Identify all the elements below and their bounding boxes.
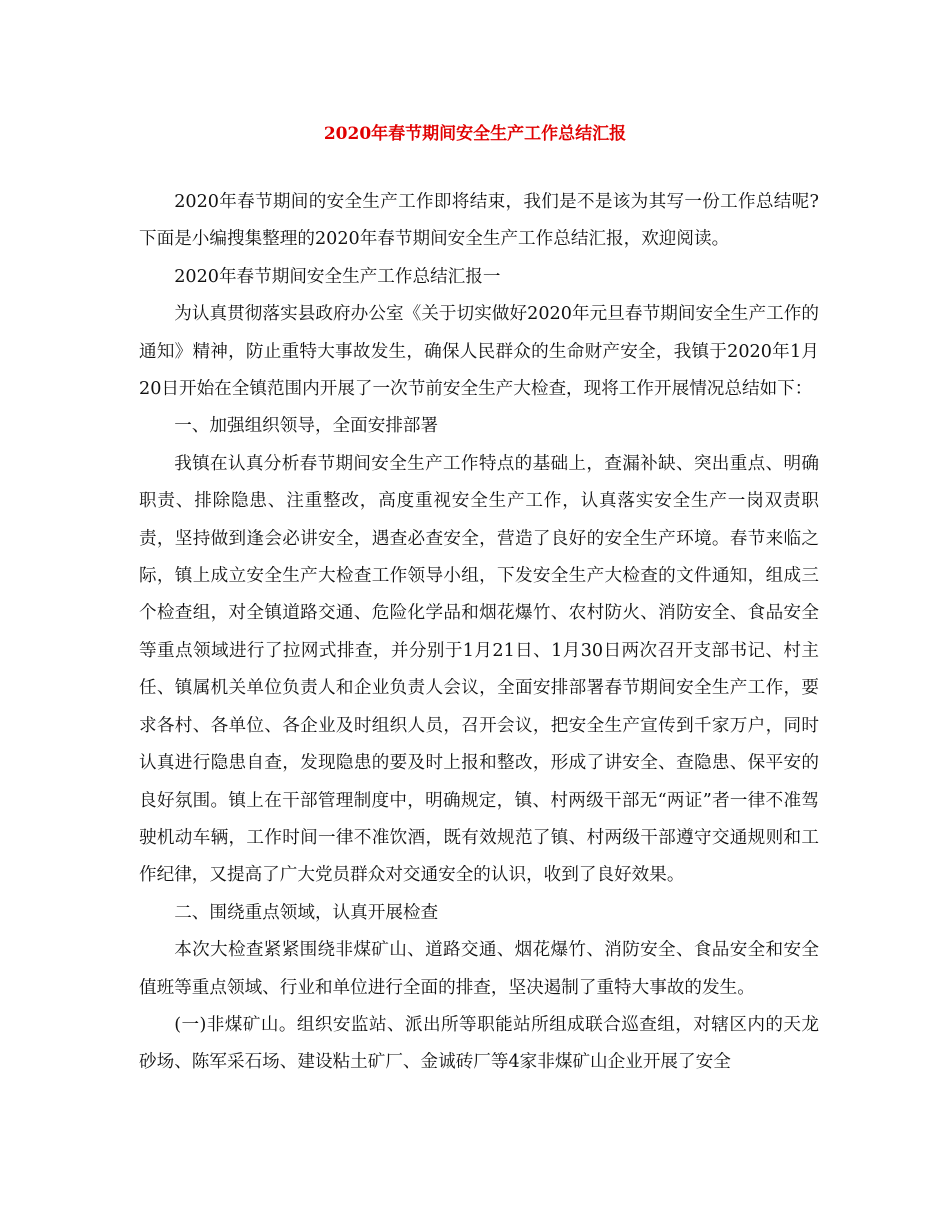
- paragraph-purpose: 为认真贯彻落实县政府办公室《关于切实做好2020年元旦春节期间安全生产工作的通知》精神，防止重特大事故发生，确保人民群众的生命财产安全，我镇于2020年1月20日开始在全镇范围内开展了一次节前安全生产大检查，现将工作开展情况总结如下：: [139, 304, 819, 400]
- paragraph-section-1: 我镇在认真分析春节期间安全生产工作特点的基础上，查漏补缺、突出重点、明确职责、排除隐患、注重整改，高度重视安全生产工作，认真落实安全生产一岗双责职责，坚持做到逢会必讲安全，遇查必查安全，营造了良好的安全生产环境。春节来临之际，镇上成立安全生产大检查工作领导小组，下发安全生产大检查的文件通知，组成三个检查组，对全镇道路交通、危险化学品和烟花爆竹、农村防火、消防安全、食品安全等重点领域进行了拉网式排查，并分别于1月21日、1月30日两次召开支部书记、村主任、镇属机关单位负责人和企业负责人会议，全面安排部署春节期间安全生产工作，要求各村、各单位、各企业及时组织人员，召开会议，把安全生产宣传到千家万户，同时认真进行隐患自查，发现隐患的要及时上报和整改，形成了讲安全、查隐患、保平安的良好氛围。镇上在干部管理制度中，明确规定，镇、村两级干部无“两证”者一律不准驾驶机动车辆，工作时间一律不准饮酒，既有效规范了镇、村两级干部遵守交通规则和工作纪律，又提高了广大党员群众对交通安全的认识，收到了良好效果。: [139, 453, 819, 886]
- paragraph-subsection-1: (一)非煤矿山。组织安监站、派出所等职能站所组成联合巡查组，对辖区内的天龙砂场、陈军采石场、建设粘土矿厂、金诚砖厂等4家非煤矿山企业开展了安全: [139, 1014, 819, 1073]
- paragraph-section-2: 本次大检查紧紧围绕非煤矿山、道路交通、烟花爆竹、消防安全、食品安全和安全值班等重点领域、行业和单位进行全面的排查，坚决遏制了重特大事故的发生。: [139, 940, 819, 998]
- document-body: [139, 184, 819, 1082]
- section-heading-1: 一、加强组织领导，全面安排部署: [174, 416, 439, 437]
- section-heading-2: 二、围绕重点领域，认真开展检查: [174, 902, 439, 923]
- paragraph-intro: 2020年春节期间的安全生产工作即将结束，我们是不是该为其写一份工作总结呢?下面是小编搜集整理的2020年春节期间安全生产工作总结汇报，欢迎阅读。: [139, 192, 819, 250]
- paragraph-report-heading: 2020年春节期间安全生产工作总结汇报一: [174, 266, 501, 287]
- document-title: 2020年春节期间安全生产工作总结汇报: [323, 124, 627, 144]
